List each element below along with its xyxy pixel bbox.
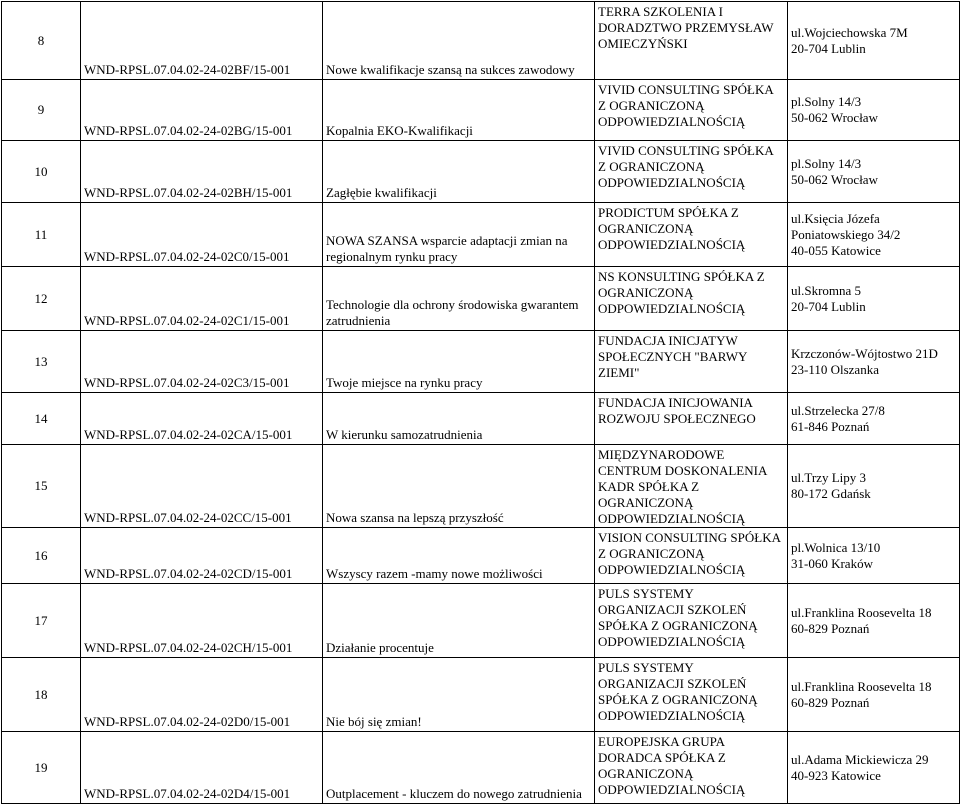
beneficiary-address — [788, 267, 960, 331]
row-number-label: 15 — [34, 478, 48, 493]
beneficiary-name — [595, 267, 788, 331]
table-row — [2, 658, 960, 732]
project-title-line: regionalnym rynku pracy — [326, 249, 458, 264]
beneficiary-name-line: VISION CONSULTING SPÓŁKA — [598, 530, 781, 545]
beneficiary-name — [595, 393, 788, 445]
beneficiary-address-line: 61-846 Poznań — [791, 418, 870, 434]
beneficiary-name-line: VIVID CONSULTING SPÓŁKA — [598, 143, 774, 158]
beneficiary-name — [595, 203, 788, 267]
project-code — [81, 203, 323, 267]
project-title-line: NOWA SZANSA wsparcie adaptacji zmian na — [326, 233, 568, 248]
project-title-line: Nowa szansa na lepszą przyszłość — [326, 510, 504, 525]
row-number-label: 16 — [34, 547, 48, 563]
beneficiary-address-line: ul.Skromna 5 — [791, 282, 862, 298]
beneficiary-name-line: KADR SPÓŁKA Z — [598, 479, 700, 494]
beneficiary-address-line: ul.Franklina Roosevelta 18 — [791, 678, 932, 694]
row-number-label: 14 — [34, 410, 48, 426]
beneficiary-name-line: OGRANICZONĄ — [598, 495, 694, 510]
beneficiary-address-line: Krzczonów-Wójtostwo 21D — [791, 345, 938, 361]
project-title-line: Nowe kwalifikacje szansą na sukces zawodowy — [326, 62, 575, 77]
beneficiary-address — [788, 141, 960, 203]
beneficiary-address — [788, 331, 960, 393]
project-title-line: zatrudnienia — [326, 313, 391, 328]
row-number-label: 11 — [34, 226, 48, 242]
table-row — [2, 445, 960, 528]
beneficiary-name — [595, 584, 788, 658]
project-title — [323, 2, 595, 80]
beneficiary-name-line: OMIECZYŃSKI — [598, 36, 688, 51]
project-title — [323, 445, 595, 528]
beneficiary-name-line: ODPOWIEDZIALNOŚCIĄ — [598, 175, 746, 190]
table-row — [2, 732, 960, 804]
project-title — [323, 528, 595, 584]
beneficiary-name-line: DORADZTWO PRZEMYSŁAW — [598, 20, 774, 35]
beneficiary-address-line: 60-829 Poznań — [791, 620, 870, 636]
beneficiary-name-line: CENTRUM DOSKONALENIA — [598, 463, 768, 478]
beneficiary-address-line: ul.Trzy Lipy 3 — [791, 470, 866, 485]
table-row — [2, 331, 960, 393]
beneficiary-name — [595, 445, 788, 528]
project-title — [323, 80, 595, 141]
project-code — [81, 2, 323, 80]
beneficiary-address-line: 50-062 Wrocław — [791, 110, 878, 125]
beneficiary-name-line: PULS SYSTEMY — [598, 660, 694, 675]
project-code — [81, 267, 323, 331]
project-code — [81, 732, 323, 804]
beneficiary-name — [595, 658, 788, 732]
beneficiary-name-line: TERRA SZKOLENIA I — [598, 4, 723, 19]
table-row — [2, 80, 960, 141]
project-code-label: WND-RPSL.07.04.02-24-02CA/15-001 — [84, 427, 293, 442]
beneficiary-address-line: 23-110 Olszanka — [791, 361, 879, 377]
row-number-label: 13 — [34, 353, 48, 369]
row-number — [2, 80, 81, 141]
beneficiary-address-line: pl.Solny 14/3 — [791, 155, 862, 171]
row-number — [2, 528, 81, 584]
project-title-line: Technologie dla ochrony środowiska gwarantem — [326, 297, 579, 312]
project-title — [323, 331, 595, 393]
table-row — [2, 528, 960, 584]
beneficiary-name-line: ODPOWIEDZIALNOŚCIĄ — [598, 114, 746, 129]
beneficiary-address-line: 60-829 Poznań — [791, 694, 870, 710]
beneficiary-address — [788, 528, 960, 584]
table-row — [2, 141, 960, 203]
project-title-line: Zagłębie kwalifikacji — [326, 185, 437, 200]
beneficiary-address-line: ul.Franklina Roosevelta 18 — [791, 604, 932, 620]
project-code — [81, 658, 323, 732]
project-code-label: WND-RPSL.07.04.02-24-02BG/15-001 — [84, 123, 293, 138]
project-title — [323, 584, 595, 658]
project-code-label: WND-RPSL.07.04.02-24-02BH/15-001 — [84, 185, 293, 200]
project-title — [323, 658, 595, 732]
table-row — [2, 584, 960, 658]
table-row — [2, 267, 960, 331]
beneficiary-address-line: ul.Adama Mickiewicza 29 — [791, 751, 929, 767]
beneficiary-address-line: 31-060 Kraków — [791, 555, 873, 571]
row-number — [2, 2, 81, 80]
beneficiary-address-line: 50-062 Wrocław — [791, 171, 878, 187]
project-title-line: Nie bój się zmian! — [326, 714, 422, 729]
row-number — [2, 267, 81, 331]
beneficiary-name — [595, 528, 788, 584]
project-title-line: W kierunku samozatrudnienia — [326, 427, 483, 442]
beneficiary-name-line: ODPOWIEDZIALNOŚCIĄ — [598, 511, 746, 526]
beneficiary-name-line: SPOŁECZNYCH "BARWY — [598, 349, 748, 364]
beneficiary-name-line: ZIEMI" — [598, 365, 640, 380]
row-number — [2, 331, 81, 393]
row-number-label: 19 — [34, 759, 48, 775]
beneficiary-name-line: ORGANIZACJI SZKOLEŃ — [598, 676, 747, 691]
beneficiary-address-line: ul.Strzelecka 27/8 — [791, 402, 885, 418]
beneficiary-address-line: pl.Wolnica 13/10 — [791, 539, 881, 555]
projects-table-body — [2, 2, 960, 804]
project-title-line: Twoje miejsce na rynku pracy — [326, 375, 483, 390]
project-code-label: WND-RPSL.07.04.02-24-02D4/15-001 — [84, 786, 291, 801]
project-title — [323, 267, 595, 331]
beneficiary-address — [788, 2, 960, 80]
row-number — [2, 445, 81, 528]
beneficiary-address-line: 20-704 Lublin — [791, 40, 866, 56]
table-row — [2, 2, 960, 80]
row-number-label: 12 — [34, 290, 48, 306]
project-code-label: WND-RPSL.07.04.02-24-02C0/15-001 — [84, 249, 290, 264]
beneficiary-name-line: FUNDACJA INICJOWANIA — [598, 395, 753, 410]
row-number — [2, 393, 81, 445]
row-number — [2, 141, 81, 203]
beneficiary-name-line: ODPOWIEDZIALNOŚCIĄ — [598, 301, 746, 316]
beneficiary-name — [595, 141, 788, 203]
row-number — [2, 658, 81, 732]
project-title — [323, 732, 595, 804]
beneficiary-address-line: 80-172 Gdańsk — [791, 486, 871, 501]
beneficiary-address — [788, 732, 960, 804]
beneficiary-address — [788, 80, 960, 141]
beneficiary-name-line: ODPOWIEDZIALNOŚCIĄ — [598, 634, 746, 649]
project-code — [81, 528, 323, 584]
beneficiary-name-line: MIĘDZYNARODOWE — [598, 447, 725, 462]
beneficiary-name-line: ODPOWIEDZIALNOŚCIĄ — [598, 562, 746, 577]
beneficiary-name-line: ODPOWIEDZIALNOŚCIĄ — [598, 237, 746, 252]
project-code — [81, 445, 323, 528]
row-number-label: 10 — [34, 163, 48, 179]
beneficiary-address-line: ul.Księcia Józefa — [791, 210, 880, 226]
beneficiary-name-line: Z OGRANICZONĄ — [598, 546, 705, 561]
beneficiary-address — [788, 203, 960, 267]
beneficiary-name-line: EUROPEJSKA GRUPA — [598, 734, 726, 749]
beneficiary-name-line: OGRANICZONĄ — [598, 285, 694, 300]
table-row — [2, 393, 960, 445]
table-row — [2, 203, 960, 267]
project-code — [81, 393, 323, 445]
beneficiary-name-line: SPÓŁKA Z OGRANICZONĄ — [598, 692, 758, 707]
project-code — [81, 331, 323, 393]
project-code-label: WND-RPSL.07.04.02-24-02C3/15-001 — [84, 375, 290, 390]
beneficiary-address — [788, 393, 960, 445]
beneficiary-name-line: NS KONSULTING SPÓŁKA Z — [598, 269, 765, 284]
beneficiary-name-line: Z OGRANICZONĄ — [598, 159, 705, 174]
beneficiary-address-line: 40-055 Katowice — [791, 242, 881, 258]
beneficiary-name — [595, 732, 788, 804]
beneficiary-name-line: DORADCA SPÓŁKA Z — [598, 750, 726, 765]
project-title-line: Działanie procentuje — [326, 640, 434, 655]
beneficiary-address-line: 40-923 Katowice — [791, 767, 881, 783]
beneficiary-name-line: FUNDACJA INICJATYW — [598, 333, 738, 348]
beneficiary-name — [595, 80, 788, 141]
row-number-label: 8 — [37, 32, 45, 48]
beneficiary-name-line: VIVID CONSULTING SPÓŁKA — [598, 82, 774, 97]
beneficiary-address-line: ul.Wojciechowska 7M — [791, 24, 908, 40]
project-code-label: WND-RPSL.07.04.02-24-02CH/15-001 — [84, 640, 293, 655]
row-number-label: 18 — [34, 686, 48, 702]
beneficiary-name — [595, 2, 788, 80]
beneficiary-name-line: OGRANICZONĄ — [598, 766, 694, 781]
beneficiary-name-line: ROZWOJU SPOŁECZNEGO — [598, 411, 756, 426]
project-title-line: Kopalnia EKO-Kwalifikacji — [326, 123, 473, 138]
project-code — [81, 141, 323, 203]
beneficiary-address-line: pl.Solny 14/3 — [791, 94, 862, 109]
projects-table — [1, 1, 960, 804]
row-number — [2, 584, 81, 658]
project-code-label: WND-RPSL.07.04.02-24-02CD/15-001 — [84, 566, 293, 581]
beneficiary-address-line: Poniatowskiego 34/2 — [791, 226, 901, 242]
beneficiary-name-line: OGRANICZONĄ — [598, 221, 694, 236]
beneficiary-name-line: SPÓŁKA Z OGRANICZONĄ — [598, 618, 758, 633]
beneficiary-address — [788, 658, 960, 732]
beneficiary-name-line: ODPOWIEDZIALNOŚCIĄ — [598, 782, 746, 797]
project-title-line: Outplacement - kluczem do nowego zatrudnienia — [326, 786, 582, 801]
project-code-label: WND-RPSL.07.04.02-24-02CC/15-001 — [84, 510, 292, 525]
project-code-label: WND-RPSL.07.04.02-24-02BF/15-001 — [84, 62, 291, 77]
row-number — [2, 203, 81, 267]
beneficiary-name-line: PRODICTUM SPÓŁKA Z — [598, 205, 739, 220]
project-title — [323, 393, 595, 445]
row-number-label: 9 — [37, 102, 45, 117]
project-code — [81, 584, 323, 658]
row-number-label: 17 — [34, 612, 48, 628]
project-code-label: WND-RPSL.07.04.02-24-02D0/15-001 — [84, 714, 291, 729]
project-title-line: Wszyscy razem -mamy nowe możliwości — [326, 566, 543, 581]
beneficiary-name-line: ORGANIZACJI SZKOLEŃ — [598, 602, 747, 617]
beneficiary-address — [788, 584, 960, 658]
project-code-label: WND-RPSL.07.04.02-24-02C1/15-001 — [84, 313, 290, 328]
row-number — [2, 732, 81, 804]
project-code — [81, 80, 323, 141]
beneficiary-address-line: 20-704 Lublin — [791, 298, 866, 314]
project-title — [323, 203, 595, 267]
beneficiary-name-line: Z OGRANICZONĄ — [598, 98, 705, 113]
beneficiary-address — [788, 445, 960, 528]
beneficiary-name — [595, 331, 788, 393]
project-title — [323, 141, 595, 203]
beneficiary-name-line: PULS SYSTEMY — [598, 586, 694, 601]
beneficiary-name-line: ODPOWIEDZIALNOŚCIĄ — [598, 708, 746, 723]
